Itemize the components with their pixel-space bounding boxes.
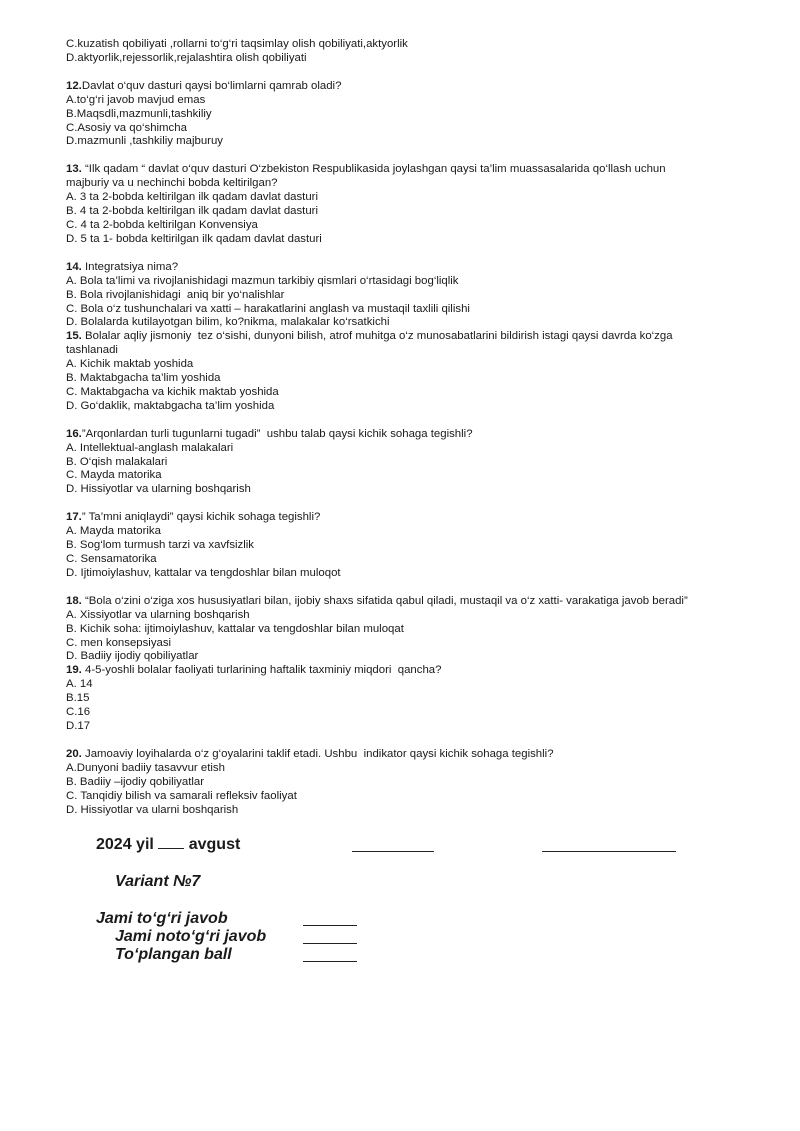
option-line: B.Maqsdli,mazmunli,tashkiliy bbox=[66, 107, 212, 120]
date-line bbox=[96, 836, 240, 854]
option-line: D. Hissiyotlar va ularni boshqarish bbox=[66, 803, 239, 816]
question-15 bbox=[66, 330, 746, 413]
option-line: A. Xissiyotlar va ularning boshqarish bbox=[66, 608, 250, 621]
option-line: B.15 bbox=[66, 692, 90, 705]
question-16 bbox=[66, 428, 746, 498]
question-text: ” Ta’mni aniqlaydi” qaysi kichik sohaga tegishli? bbox=[81, 511, 321, 524]
option-line: A. Intellektual-anglash malakalari bbox=[66, 441, 234, 454]
option-line: A. Kichik maktab yoshida bbox=[66, 358, 194, 371]
question-text: Davlat o‘quv dasturi qaysi bo‘limlarni qamrab oladi? bbox=[81, 79, 342, 92]
question-13 bbox=[66, 163, 746, 246]
incorrect-answers-blank bbox=[303, 943, 357, 944]
question-number: 18. bbox=[66, 594, 82, 607]
option-line: D.mazmunli ,tashkiliy majburuy bbox=[66, 135, 223, 148]
option-line: B. Kichik soha: ijtimoiylashuv, kattalar va tengdoshlar bilan muloqat bbox=[66, 622, 404, 635]
question-number: 17. bbox=[66, 511, 82, 524]
option-line: B. Maktabgacha ta’lim yoshida bbox=[66, 372, 221, 385]
option-line: C. Mayda matorika bbox=[66, 469, 162, 482]
question-number: 12. bbox=[66, 79, 82, 92]
date-month: avgust bbox=[188, 836, 241, 853]
incorrect-answers-label: Jami noto‘g‘ri javob bbox=[115, 928, 267, 945]
question-14 bbox=[66, 261, 746, 331]
question-text: 4-5-yoshli bolalar faoliyati turlarining haftalik taxminiy miqdori qancha? bbox=[81, 664, 442, 677]
correct-answers-label: Jami to‘g‘ri javob bbox=[96, 910, 228, 927]
variant-label: Variant №7 bbox=[115, 873, 201, 890]
question-text: Bolalar aqliy jismoniy tez o‘sishi, dunyoni bilish, atrof muhitga o‘z munosabatlarini bildirish istagi qaysi davrda ko‘zga bbox=[81, 330, 673, 343]
question-text: “Ilk qadam “ davlat o‘quv dasturi O‘zbekiston Respublikasida joylashgan qaysi ta’lim muassasalarida qo‘llash uchun bbox=[81, 163, 666, 176]
question-text-continued: majburiy va u nechinchi bobda keltirilgan? bbox=[66, 177, 278, 190]
question-text: “Bola o‘zini o‘ziga xos hususiyatlari bilan, ijobiy shaxs sifatida qabul qiladi, mustaqil va o‘z xatti- varakatiga javob beradi” bbox=[81, 594, 688, 607]
option-line: D. Hissiyotlar va ularning boshqarish bbox=[66, 483, 251, 496]
document-body bbox=[66, 38, 746, 817]
question-20 bbox=[66, 748, 746, 818]
question-number: 20. bbox=[66, 747, 82, 760]
question-number: 15. bbox=[66, 330, 82, 343]
option-line: A. Mayda matorika bbox=[66, 525, 161, 538]
option-line: B. Bola rivojlanishidagi aniq bir yo‘nalishlar bbox=[66, 288, 285, 301]
question-number: 13. bbox=[66, 163, 82, 176]
option-line: A. 14 bbox=[66, 678, 93, 691]
option-line: C.Asosiy va qo‘shimcha bbox=[66, 121, 187, 134]
date-year: 2024 yil bbox=[96, 836, 154, 853]
option-line: B. Sog‘lom turmush tarzi va xavfsizlik bbox=[66, 539, 255, 552]
option-line: C. Bola o‘z tushunchalari va xatti – harakatlarini anglash va mustaqil taxlili qilishi bbox=[66, 302, 470, 315]
question-17 bbox=[66, 511, 746, 581]
question-text: Jamoaviy loyihalarda o‘z g‘oyalarini taklif etadi. Ushbu indikator qaysi kichik sohaga tegishli? bbox=[81, 747, 554, 760]
question-text: Integratsiya nima? bbox=[81, 260, 179, 273]
correct-answers-blank bbox=[303, 925, 357, 926]
score-label: To‘plangan ball bbox=[115, 946, 232, 963]
option-line: A.to‘g‘ri javob mavjud emas bbox=[66, 93, 206, 106]
option-line: C.16 bbox=[66, 706, 91, 719]
option-line: C.kuzatish qobiliyati ,rollarni to‘g‘ri taqsimlay olish qobiliyati,aktyorlik bbox=[66, 38, 408, 50]
question-text-continued: tashlanadi bbox=[66, 344, 118, 357]
question-number: 16. bbox=[66, 427, 82, 440]
option-line: D.aktyorlik,rejessorlik,rejalashtira olish qobiliyati bbox=[66, 51, 307, 64]
option-line: C. 4 ta 2-bobda keltirilgan Konvensiya bbox=[66, 218, 258, 231]
option-line: D. Badiiy ijodiy qobiliyatlar bbox=[66, 650, 199, 663]
question-text: ”Arqonlardan turli tugunlarni tugadi” ushbu talab qaysi kichik sohaga tegishli? bbox=[81, 427, 473, 440]
option-line: C. Tanqidiy bilish va samarali refleksiv faoliyat bbox=[66, 789, 297, 802]
question-12 bbox=[66, 80, 746, 150]
option-line: B. O‘qish malakalari bbox=[66, 455, 168, 468]
option-line: D. Bolalarda kutilayotgan bilim, ko?nikma, malakalar ko‘rsatkichi bbox=[66, 316, 390, 329]
option-line: D. 5 ta 1- bobda keltirilgan ilk qadam davlat dasturi bbox=[66, 232, 322, 245]
option-line: D. Go‘daklik, maktabgacha ta’lim yoshida bbox=[66, 399, 275, 412]
option-line: D.17 bbox=[66, 719, 91, 732]
signature-line bbox=[352, 851, 434, 852]
question-number: 14. bbox=[66, 260, 82, 273]
option-line: C. men konsepsiyasi bbox=[66, 636, 172, 649]
option-line: C. Maktabgacha va kichik maktab yoshida bbox=[66, 385, 279, 398]
option-line: A. Bola ta’limi va rivojlanishidagi mazmun tarkibiy qismlari o‘rtasidagi bog‘liqlik bbox=[66, 274, 459, 287]
question-18 bbox=[66, 595, 746, 665]
option-line: B. 4 ta 2-bobda keltirilgan ilk qadam davlat dasturi bbox=[66, 205, 319, 218]
option-line: A.Dunyoni badiiy tasavvur etish bbox=[66, 761, 225, 774]
option-line: B. Badiiy –ijodiy qobiliyatlar bbox=[66, 775, 205, 788]
name-line bbox=[542, 851, 676, 852]
option-line: D. Ijtimoiylashuv, kattalar va tengdoshlar bilan muloqot bbox=[66, 566, 341, 579]
option-line: C. Sensamatorika bbox=[66, 553, 157, 565]
question-19 bbox=[66, 664, 746, 734]
question-number: 19. bbox=[66, 664, 82, 677]
option-line: A. 3 ta 2-bobda keltirilgan ilk qadam davlat dasturi bbox=[66, 191, 319, 204]
score-blank bbox=[303, 961, 357, 962]
day-blank bbox=[158, 848, 184, 849]
